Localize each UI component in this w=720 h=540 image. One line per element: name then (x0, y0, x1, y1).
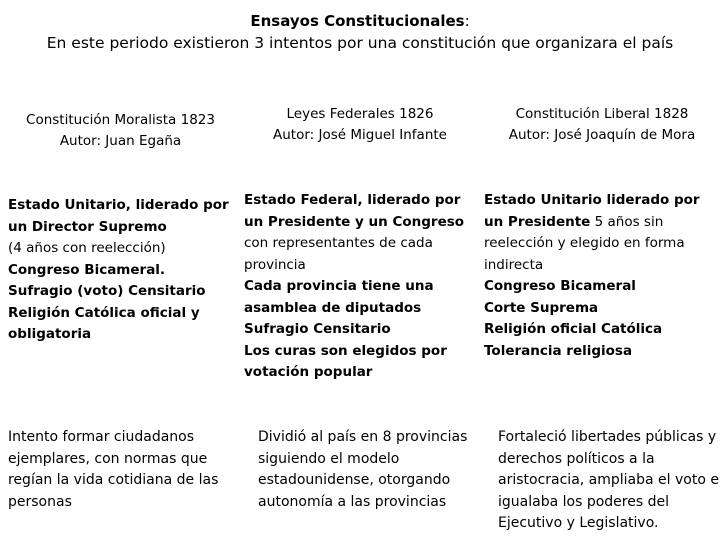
feature-item: Congreso Bicameral. (8, 261, 166, 278)
feature-item-group (484, 190, 720, 276)
column-2-features (244, 190, 476, 384)
feature-item: Tolerancia religiosa (484, 342, 633, 359)
feature-item: Estado Federal, liderado por un Presidente y un Congreso (244, 192, 465, 230)
feature-item: Corte Suprema (484, 299, 599, 316)
feature-item: Estado Unitario, liderado por un Director Supremo (8, 197, 229, 235)
feature-item: Congreso Bicameral (484, 278, 636, 294)
column-2-heading (244, 104, 476, 146)
column-1-description: Intento formar ciudadanos ejemplares, con normas que regían la vida cotidiana de las personas (8, 429, 219, 510)
column-3-features (484, 190, 720, 362)
column-3-name: Constitución Liberal 1828 (515, 106, 689, 122)
column-3-description: Fortaleció libertades públicas y derechos políticos a la aristocracia, ampliaba el voto e igualaba los poderes del Ejecutivo y Legislativo. (498, 429, 719, 531)
feature-item: con representantes de cada provincia (244, 235, 433, 273)
header (0, 10, 720, 54)
feature-item: (4 años con reelección) (8, 240, 166, 256)
column-1-name: Constitución Moralista 1823 (26, 112, 215, 128)
feature-item: Sufragio Censitario (244, 321, 391, 337)
column-2-author: Autor: José Miguel Infante (273, 127, 447, 143)
column-2-name: Leyes Federales 1826 (286, 106, 434, 122)
column-1-author: Autor: Juan Egaña (59, 133, 182, 149)
column-1-features (8, 195, 233, 346)
page-title (0, 10, 720, 32)
feature-item: 5 años sin reelección y elegido en forma indirecta (484, 213, 685, 273)
column-3-author: Autor: José Joaquín de Mora (508, 127, 696, 143)
feature-item: Estado Unitario liderado por un Presidente (484, 192, 700, 230)
page-subtitle: En este periodo existieron 3 intentos por una constitución que organizara el país (46, 34, 674, 52)
column-3-heading (484, 104, 720, 146)
feature-item: Sufragio (voto) Censitario (8, 283, 206, 299)
feature-item: Religión Católica oficial y obligatoria (8, 304, 200, 342)
column-2-description: Dividió al país en 8 provincias siguiendo el modelo estadounidense, otorgando autonomía a las provincias (258, 429, 468, 510)
feature-item: Cada provincia tiene una asamblea de diputados (244, 278, 434, 316)
column-1-heading (8, 110, 233, 152)
feature-item: Religión oficial Católica (484, 321, 663, 337)
feature-item: Los curas son elegidos por votación popular (244, 342, 447, 380)
title-text: Ensayos Constitucionales (250, 12, 465, 30)
title-colon: : (464, 12, 470, 30)
